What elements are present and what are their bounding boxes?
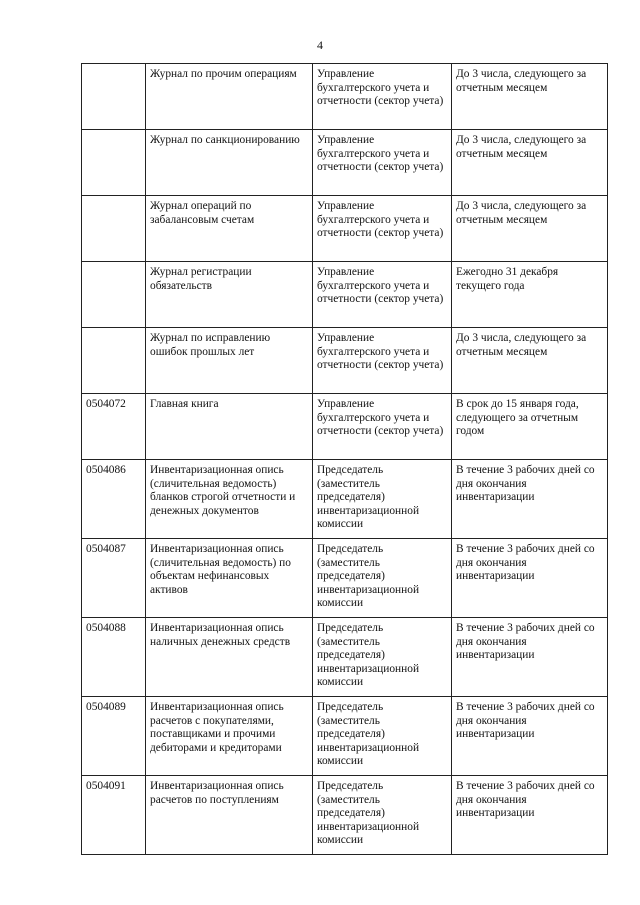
register-name-cell: Инвентаризационная опись (сличительная ведомость) по объектам нефинансовых активов (146, 539, 313, 618)
form-code-cell (82, 130, 146, 196)
deadline-cell: До 3 числа, следующего за отчетным месяцем (452, 130, 608, 196)
register-name-cell: Журнал по прочим операциям (146, 64, 313, 130)
form-code-cell (82, 328, 146, 394)
table-row (82, 539, 608, 618)
table-row (82, 618, 608, 697)
register-name-cell: Инвентаризационная опись расчетов по поступлениям (146, 776, 313, 855)
table-row (82, 697, 608, 776)
deadline-cell: До 3 числа, следующего за отчетным месяцем (452, 328, 608, 394)
deadline-cell: До 3 числа, следующего за отчетным месяцем (452, 64, 608, 130)
responsible-cell: Председатель (заместитель председателя) инвентаризационной комиссии (313, 618, 452, 697)
deadline-cell: До 3 числа, следующего за отчетным месяцем (452, 196, 608, 262)
register-name-cell: Журнал регистрации обязательств (146, 262, 313, 328)
responsible-cell: Председатель (заместитель председателя) инвентаризационной комиссии (313, 460, 452, 539)
responsible-cell: Управление бухгалтерского учета и отчетности (сектор учета) (313, 64, 452, 130)
table-row (82, 328, 608, 394)
table-row (82, 460, 608, 539)
page-number: 4 (317, 38, 323, 52)
table-row (82, 262, 608, 328)
table-row (82, 64, 608, 130)
deadline-cell: В течение 3 рабочих дней со дня окончания инвентаризации (452, 618, 608, 697)
document-table (81, 63, 608, 855)
responsible-cell: Управление бухгалтерского учета и отчетности (сектор учета) (313, 196, 452, 262)
form-code-cell: 0504087 (82, 539, 146, 618)
deadline-cell: В срок до 15 января года, следующего за отчетным годом (452, 394, 608, 460)
form-code-cell (82, 262, 146, 328)
deadline-cell: В течение 3 рабочих дней со дня окончания инвентаризации (452, 776, 608, 855)
form-code-cell: 0504089 (82, 697, 146, 776)
responsible-cell: Управление бухгалтерского учета и отчетности (сектор учета) (313, 394, 452, 460)
table-row (82, 196, 608, 262)
responsible-cell: Председатель (заместитель председателя) инвентаризационной комиссии (313, 776, 452, 855)
table-row (82, 776, 608, 855)
register-name-cell: Главная книга (146, 394, 313, 460)
form-code-cell: 0504086 (82, 460, 146, 539)
form-code-cell: 0504091 (82, 776, 146, 855)
table-row (82, 394, 608, 460)
form-code-cell: 0504088 (82, 618, 146, 697)
register-name-cell: Журнал по санкционированию (146, 130, 313, 196)
deadline-cell: В течение 3 рабочих дней со дня окончания инвентаризации (452, 697, 608, 776)
deadline-cell: В течение 3 рабочих дней со дня окончания инвентаризации (452, 460, 608, 539)
deadline-cell: В течение 3 рабочих дней со дня окончания инвентаризации (452, 539, 608, 618)
register-name-cell: Инвентаризационная опись наличных денежных средств (146, 618, 313, 697)
register-name-cell: Журнал операций по забалансовым счетам (146, 196, 313, 262)
responsible-cell: Председатель (заместитель председателя) инвентаризационной комиссии (313, 539, 452, 618)
register-name-cell: Журнал по исправлению ошибок прошлых лет (146, 328, 313, 394)
form-code-cell (82, 196, 146, 262)
form-code-cell (82, 64, 146, 130)
responsible-cell: Управление бухгалтерского учета и отчетности (сектор учета) (313, 130, 452, 196)
register-name-cell: Инвентаризационная опись расчетов с покупателями, поставщиками и прочими дебиторами и кредиторами (146, 697, 313, 776)
register-name-cell: Инвентаризационная опись (сличительная ведомость) бланков строгой отчетности и денежных документов (146, 460, 313, 539)
deadline-cell: Ежегодно 31 декабря текущего года (452, 262, 608, 328)
responsible-cell: Управление бухгалтерского учета и отчетности (сектор учета) (313, 262, 452, 328)
responsible-cell: Председатель (заместитель председателя) инвентаризационной комиссии (313, 697, 452, 776)
form-code-cell: 0504072 (82, 394, 146, 460)
responsible-cell: Управление бухгалтерского учета и отчетности (сектор учета) (313, 328, 452, 394)
table-row (82, 130, 608, 196)
